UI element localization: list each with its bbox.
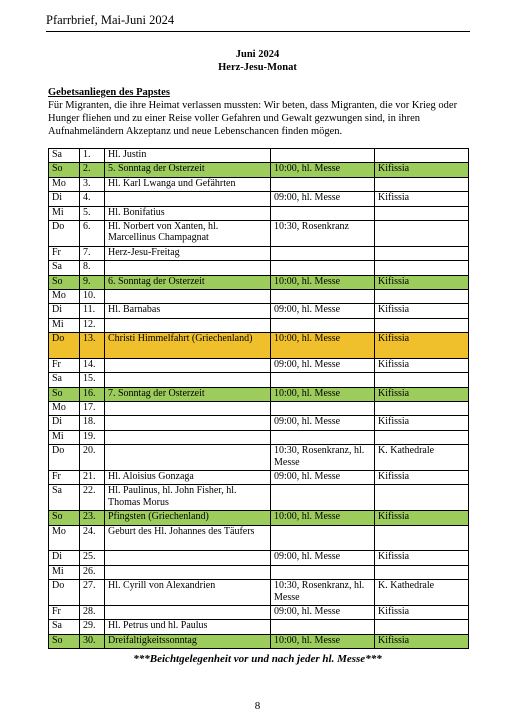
weekday-cell: So	[49, 387, 80, 401]
weekday-cell: Fr	[49, 246, 80, 260]
weekday-cell: Do	[49, 220, 80, 246]
schedule-row	[49, 358, 469, 372]
time-cell: 10:30, Rosenkranz, hl. Messe	[271, 580, 375, 606]
time-cell	[271, 177, 375, 191]
event-cell: 6. Sonntag der Osterzeit	[105, 275, 271, 289]
time-cell	[271, 525, 375, 551]
date-cell: 24.	[80, 525, 105, 551]
schedule-row	[49, 149, 469, 163]
time-cell	[271, 620, 375, 634]
schedule-row	[49, 333, 469, 359]
weekday-cell: Mi	[49, 430, 80, 444]
location-cell: Kifissia	[375, 416, 469, 430]
schedule-row	[49, 402, 469, 416]
time-cell: 09:00, hl. Messe	[271, 358, 375, 372]
date-cell: 21.	[80, 471, 105, 485]
schedule-row	[49, 551, 469, 565]
event-cell: Hl. Justin	[105, 149, 271, 163]
date-cell: 28.	[80, 605, 105, 619]
location-cell: K. Kathedrale	[375, 445, 469, 471]
weekday-cell: Mo	[49, 402, 80, 416]
location-cell	[375, 177, 469, 191]
weekday-cell: Fr	[49, 358, 80, 372]
time-cell	[271, 206, 375, 220]
bulletin-header: Pfarrbrief, Mai-Juni 2024	[46, 13, 470, 32]
location-cell: Kifissia	[375, 333, 469, 359]
event-cell: Hl. Paulinus, hl. John Fisher, hl. Thomas Morus	[105, 485, 271, 511]
date-cell: 30.	[80, 634, 105, 648]
schedule-row	[49, 289, 469, 303]
location-cell: Kifissia	[375, 511, 469, 525]
time-cell: 09:00, hl. Messe	[271, 192, 375, 206]
date-cell: 18.	[80, 416, 105, 430]
event-cell	[105, 605, 271, 619]
event-cell	[105, 445, 271, 471]
schedule-row	[49, 304, 469, 318]
time-cell	[271, 261, 375, 275]
event-cell: 5. Sonntag der Osterzeit	[105, 163, 271, 177]
schedule-row	[49, 580, 469, 606]
event-cell: Dreifaltigkeitssonntag	[105, 634, 271, 648]
weekday-cell: Di	[49, 416, 80, 430]
location-cell	[375, 525, 469, 551]
location-cell: Kifissia	[375, 163, 469, 177]
date-cell: 2.	[80, 163, 105, 177]
location-cell	[375, 373, 469, 387]
time-cell	[271, 289, 375, 303]
event-cell: Hl. Bonifatius	[105, 206, 271, 220]
prayer-intention	[48, 86, 468, 138]
date-cell: 16.	[80, 387, 105, 401]
date-cell: 9.	[80, 275, 105, 289]
time-cell	[271, 373, 375, 387]
date-cell: 4.	[80, 192, 105, 206]
event-cell	[105, 318, 271, 332]
schedule-row	[49, 620, 469, 634]
date-cell: 11.	[80, 304, 105, 318]
time-cell: 10:00, hl. Messe	[271, 511, 375, 525]
time-cell	[271, 149, 375, 163]
schedule-row	[49, 373, 469, 387]
weekday-cell: Mi	[49, 565, 80, 579]
weekday-cell: Mi	[49, 206, 80, 220]
date-cell: 6.	[80, 220, 105, 246]
location-cell: Kifissia	[375, 634, 469, 648]
time-cell: 09:00, hl. Messe	[271, 471, 375, 485]
date-cell: 13.	[80, 333, 105, 359]
weekday-cell: Fr	[49, 605, 80, 619]
event-cell	[105, 430, 271, 444]
schedule-row	[49, 605, 469, 619]
date-cell: 20.	[80, 445, 105, 471]
time-cell: 09:00, hl. Messe	[271, 551, 375, 565]
event-cell	[105, 565, 271, 579]
location-cell: Kifissia	[375, 387, 469, 401]
event-cell: Geburt des Hl. Johannes des Täufers	[105, 525, 271, 551]
event-cell: Hl. Barnabas	[105, 304, 271, 318]
weekday-cell: Di	[49, 304, 80, 318]
date-cell: 17.	[80, 402, 105, 416]
date-cell: 27.	[80, 580, 105, 606]
schedule-row	[49, 565, 469, 579]
confession-note: ***Beichtgelegenheit vor und nach jeder hl. Messe***	[133, 653, 382, 665]
schedule-row	[49, 430, 469, 444]
month-title: Juni 2024	[235, 49, 280, 60]
location-cell: Kifissia	[375, 192, 469, 206]
location-cell: Kifissia	[375, 275, 469, 289]
time-cell: 09:00, hl. Messe	[271, 416, 375, 430]
time-cell	[271, 430, 375, 444]
date-cell: 22.	[80, 485, 105, 511]
weekday-cell: Mi	[49, 318, 80, 332]
weekday-cell: Do	[49, 580, 80, 606]
page-number: 8	[254, 700, 261, 712]
schedule-table	[48, 148, 469, 649]
date-cell: 8.	[80, 261, 105, 275]
schedule-row	[49, 275, 469, 289]
date-cell: 12.	[80, 318, 105, 332]
date-cell: 5.	[80, 206, 105, 220]
date-cell: 7.	[80, 246, 105, 260]
weekday-cell: Do	[49, 333, 80, 359]
location-cell	[375, 485, 469, 511]
schedule-row	[49, 318, 469, 332]
date-cell: 1.	[80, 149, 105, 163]
event-cell	[105, 416, 271, 430]
schedule-row	[49, 177, 469, 191]
time-cell: 10:30, Rosenkranz	[271, 220, 375, 246]
event-cell	[105, 289, 271, 303]
location-cell: Kifissia	[375, 304, 469, 318]
location-cell: Kifissia	[375, 358, 469, 372]
location-cell	[375, 402, 469, 416]
time-cell	[271, 485, 375, 511]
event-cell: Hl. Aloisius Gonzaga	[105, 471, 271, 485]
weekday-cell: Mo	[49, 177, 80, 191]
event-cell	[105, 261, 271, 275]
time-cell	[271, 318, 375, 332]
schedule-row	[49, 192, 469, 206]
time-cell	[271, 402, 375, 416]
date-cell: 3.	[80, 177, 105, 191]
weekday-cell: Sa	[49, 373, 80, 387]
schedule-row	[49, 387, 469, 401]
event-cell	[105, 358, 271, 372]
location-cell	[375, 261, 469, 275]
date-cell: 10.	[80, 289, 105, 303]
weekday-cell: So	[49, 511, 80, 525]
weekday-cell: So	[49, 275, 80, 289]
event-cell	[105, 192, 271, 206]
schedule-body	[49, 149, 469, 649]
prayer-heading: Gebetsanliegen des Papstes	[48, 87, 170, 98]
location-cell: K. Kathedrale	[375, 580, 469, 606]
time-cell	[271, 565, 375, 579]
weekday-cell: So	[49, 634, 80, 648]
event-cell: Herz-Jesu-Freitag	[105, 246, 271, 260]
schedule-row	[49, 261, 469, 275]
location-cell	[375, 206, 469, 220]
weekday-cell: Sa	[49, 485, 80, 511]
time-cell: 09:00, hl. Messe	[271, 304, 375, 318]
location-cell: Kifissia	[375, 551, 469, 565]
schedule-row	[49, 525, 469, 551]
schedule-row	[49, 416, 469, 430]
month-subtitle: Herz-Jesu-Monat	[218, 62, 297, 73]
time-cell	[271, 246, 375, 260]
weekday-cell: So	[49, 163, 80, 177]
schedule-row	[49, 445, 469, 471]
schedule-row	[49, 163, 469, 177]
event-cell: Hl. Cyrill von Alexandrien	[105, 580, 271, 606]
event-cell	[105, 402, 271, 416]
event-cell	[105, 373, 271, 387]
time-cell: 10:00, hl. Messe	[271, 634, 375, 648]
date-cell: 15.	[80, 373, 105, 387]
weekday-cell: Sa	[49, 620, 80, 634]
schedule-row	[49, 206, 469, 220]
event-cell: Pfingsten (Griechenland)	[105, 511, 271, 525]
location-cell	[375, 430, 469, 444]
location-cell	[375, 149, 469, 163]
time-cell: 09:00, hl. Messe	[271, 605, 375, 619]
event-cell: Hl. Petrus und hl. Paulus	[105, 620, 271, 634]
location-cell	[375, 620, 469, 634]
event-cell: 7. Sonntag der Osterzeit	[105, 387, 271, 401]
date-cell: 14.	[80, 358, 105, 372]
date-cell: 25.	[80, 551, 105, 565]
event-cell: Hl. Norbert von Xanten, hl. Marcellinus Champagnat	[105, 220, 271, 246]
schedule-row	[49, 471, 469, 485]
schedule-row	[49, 246, 469, 260]
location-cell	[375, 246, 469, 260]
page-title	[0, 48, 515, 74]
date-cell: 19.	[80, 430, 105, 444]
weekday-cell: Do	[49, 445, 80, 471]
location-cell	[375, 318, 469, 332]
event-cell: Christi Himmelfahrt (Griechenland)	[105, 333, 271, 359]
time-cell: 10:00, hl. Messe	[271, 163, 375, 177]
location-cell	[375, 565, 469, 579]
time-cell: 10:00, hl. Messe	[271, 275, 375, 289]
schedule-row	[49, 485, 469, 511]
time-cell: 10:00, hl. Messe	[271, 387, 375, 401]
location-cell	[375, 289, 469, 303]
weekday-cell: Mo	[49, 289, 80, 303]
weekday-cell: Di	[49, 551, 80, 565]
weekday-cell: Di	[49, 192, 80, 206]
weekday-cell: Fr	[49, 471, 80, 485]
location-cell	[375, 220, 469, 246]
event-cell	[105, 551, 271, 565]
schedule-row	[49, 220, 469, 246]
time-cell: 10:00, hl. Messe	[271, 333, 375, 359]
time-cell: 10:30, Rosenkranz, hl. Messe	[271, 445, 375, 471]
schedule-row	[49, 511, 469, 525]
schedule-row	[49, 634, 469, 648]
location-cell: Kifissia	[375, 605, 469, 619]
event-cell: Hl. Karl Lwanga und Gefährten	[105, 177, 271, 191]
date-cell: 23.	[80, 511, 105, 525]
date-cell: 26.	[80, 565, 105, 579]
weekday-cell: Sa	[49, 261, 80, 275]
weekday-cell: Mo	[49, 525, 80, 551]
weekday-cell: Sa	[49, 149, 80, 163]
date-cell: 29.	[80, 620, 105, 634]
location-cell: Kifissia	[375, 471, 469, 485]
prayer-text: Für Migranten, die ihre Heimat verlassen mussten: Wir beten, dass Migranten, die vor Krieg oder Hunger fliehen und zu einer Reise voller Gefahren und Gewalt gezwungen sind, in ihren Aufnahmeländern Akzeptanz und neue Lebenschancen finden mögen.	[48, 100, 458, 137]
